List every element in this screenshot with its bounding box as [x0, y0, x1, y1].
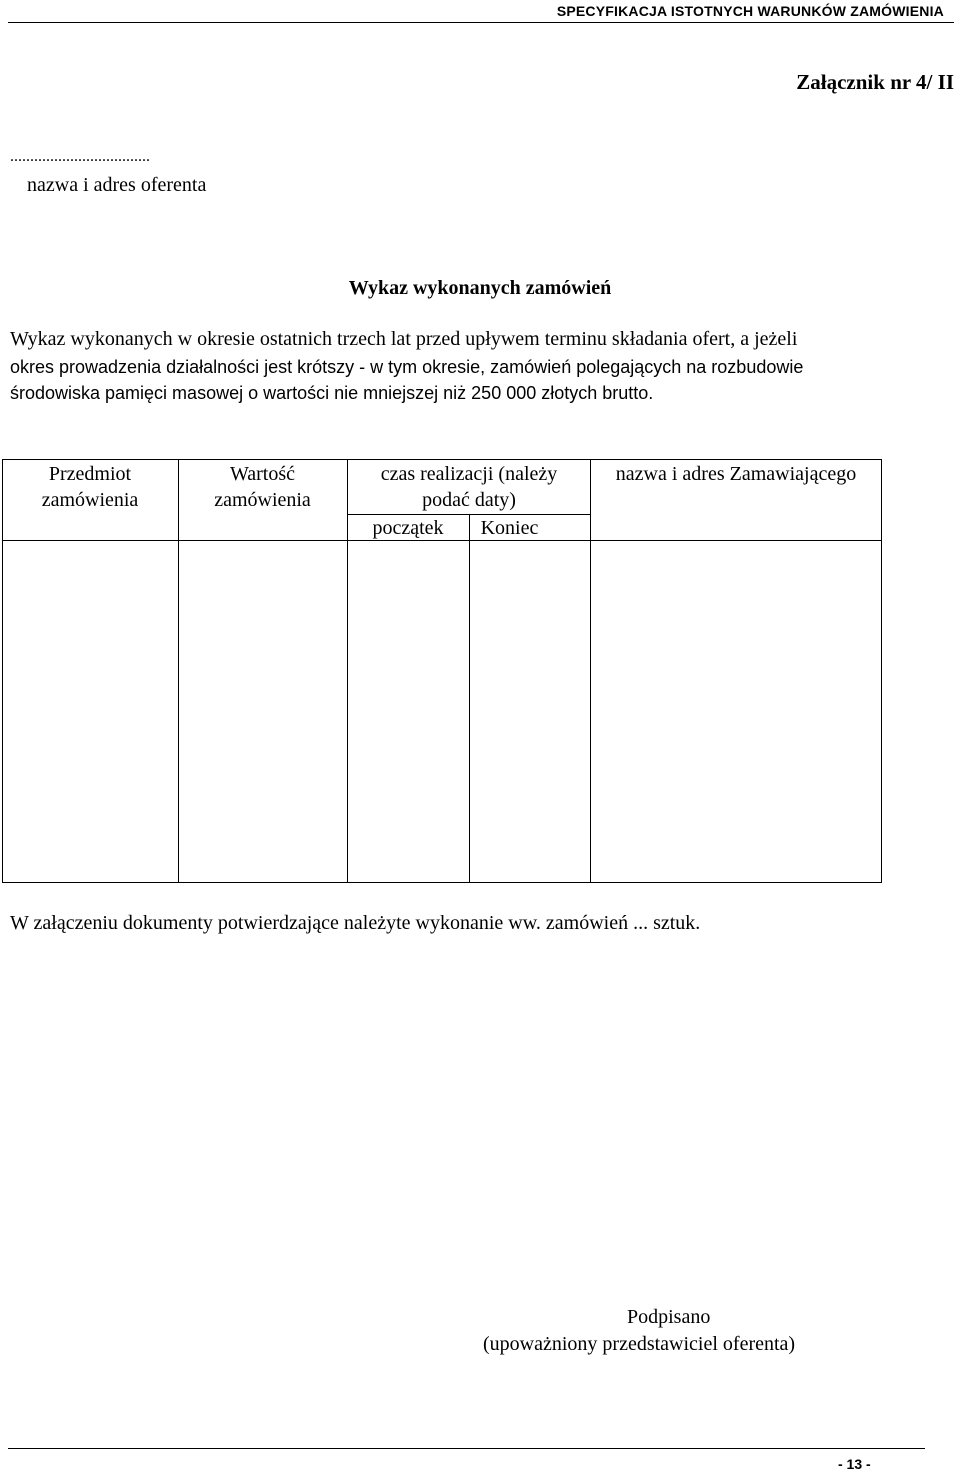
th-czas-realizacji: czas realizacji (należy podać daty) — [380, 463, 558, 511]
paragraph-line-2: okres prowadzenia działalności jest krótszy - w tym okresie, zamówień polegających na rozbudowie — [10, 357, 804, 377]
table-col-divider — [590, 459, 591, 882]
th-poczatek: początek — [372, 517, 444, 539]
attachment-label: Załącznik nr 4/ II — [796, 70, 954, 94]
th-zamawiajacy: nazwa i adres Zamawiającego — [615, 463, 857, 485]
document-title: Wykaz wykonanych zamówień — [348, 277, 612, 299]
th-przedmiot: Przedmiot zamówienia — [41, 463, 139, 511]
header-rule — [8, 22, 954, 23]
attachments-note: W załączeniu dokumenty potwierdzające należyte wykonanie ww. zamówień ... sztuk. — [10, 912, 701, 934]
paragraph-line-3: środowiska pamięci masowej o wartości nie mniejszej niż 250 000 złotych brutto. — [10, 383, 654, 403]
offerer-dots: ................................... — [10, 148, 150, 165]
offerer-label: nazwa i adres oferenta — [27, 174, 207, 196]
page-number: - 13 - — [838, 1456, 871, 1472]
header-spec-title: SPECYFIKACJA ISTOTNYCH WARUNKÓW ZAMÓWIENIA — [556, 3, 944, 19]
signature-role: (upoważniony przedstawiciel oferenta) — [483, 1333, 796, 1355]
signature-label: Podpisano — [627, 1306, 711, 1328]
th-wartosc: Wartość zamówienia — [214, 463, 311, 511]
th-koniec: Koniec — [480, 517, 539, 539]
table-col-divider — [178, 459, 179, 882]
table-col-divider — [469, 514, 470, 882]
paragraph-line-1: Wykaz wykonanych w okresie ostatnich trzech lat przed upływem terminu składania ofert, a jeżeli — [10, 328, 798, 350]
footer-rule — [8, 1448, 925, 1449]
